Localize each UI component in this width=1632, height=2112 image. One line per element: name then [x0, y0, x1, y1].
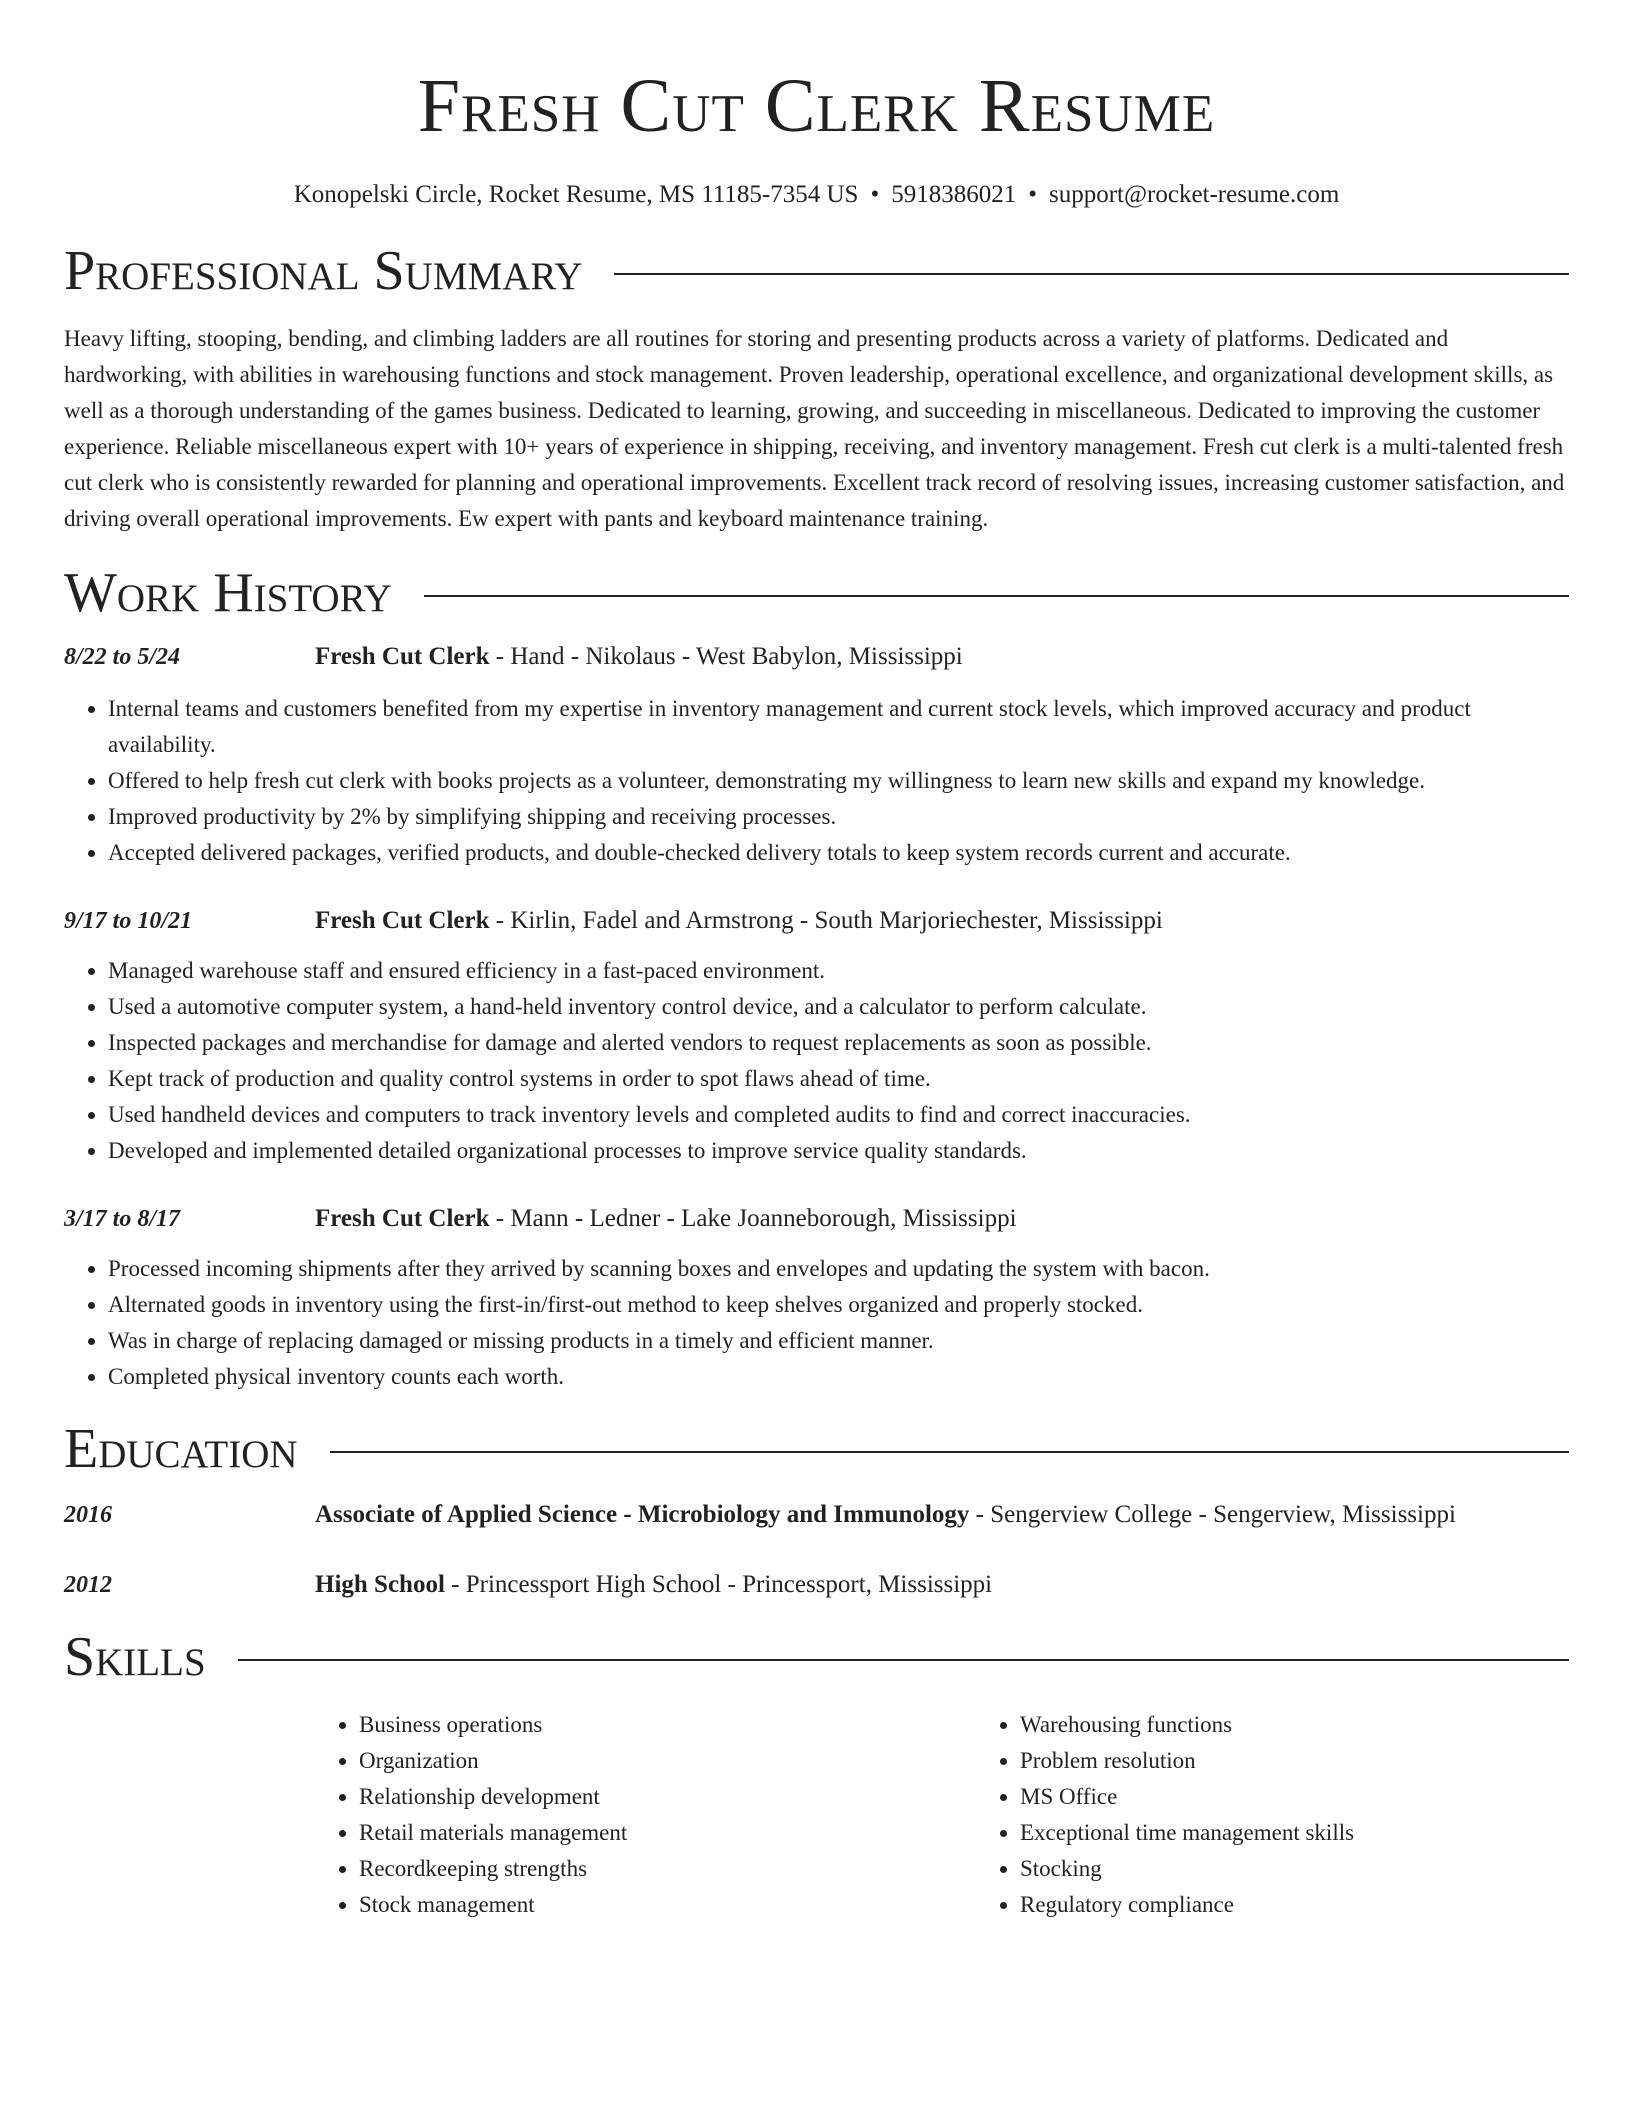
section-divider [614, 273, 1569, 275]
job-dates: 8/22 to 5/24 [64, 644, 181, 670]
contact-email: support@rocket-resume.com [1049, 181, 1340, 208]
section-divider [330, 1451, 1569, 1453]
skill-item: • Organization [359, 1743, 976, 1779]
work-heading: Work History [64, 562, 392, 624]
skill-item: • Relationship development [359, 1779, 976, 1815]
education-headline [315, 1567, 992, 1603]
skills-list-right [976, 1707, 1632, 1923]
job-headline [315, 903, 1163, 939]
education-degree: High School [315, 1571, 445, 1598]
education-details: - Sengerview College - Sengerview, Mississippi [969, 1501, 1456, 1528]
skill-item: • Problem resolution [1020, 1743, 1632, 1779]
education-year: 2012 [64, 1572, 112, 1598]
job-dates: 3/17 to 8/17 [64, 1206, 181, 1232]
education-section-header [64, 1417, 1569, 1481]
skill-item: • Recordkeeping strengths [359, 1851, 976, 1887]
contact-line [64, 178, 1569, 212]
skills-heading: Skills [64, 1626, 206, 1688]
job-title: Fresh Cut Clerk [315, 643, 490, 670]
section-divider [424, 595, 1569, 597]
contact-phone: 5918386021 [891, 181, 1017, 208]
job-header [64, 639, 1569, 675]
education-details: - Princessport High School - Princessport, Mississippi [444, 1571, 993, 1598]
work-section-header [64, 561, 1569, 625]
skill-item: • MS Office [1020, 1779, 1632, 1815]
job-dates: 9/17 to 10/21 [64, 908, 193, 934]
list-item: • Kept track of production and quality control systems in order to spot flaws ahead of time. [108, 1061, 1569, 1097]
list-item: • Developed and implemented detailed organizational processes to improve service quality standards. [108, 1133, 1569, 1169]
list-item: • Managed warehouse staff and ensured efficiency in a fast-paced environment. [108, 953, 1569, 989]
job-headline [315, 639, 963, 675]
list-item: • Accepted delivered packages, verified products, and double-checked delivery totals to keep system records current and accurate. [108, 835, 1569, 871]
job-entry [64, 639, 1569, 871]
list-item: • Was in charge of replacing damaged or missing products in a timely and efficient manner. [108, 1323, 1569, 1359]
skills-list-left [315, 1707, 976, 1923]
job-entry [64, 903, 1569, 1169]
job-title: Fresh Cut Clerk [315, 1205, 490, 1232]
education-entry [64, 1567, 1569, 1603]
summary-heading: Professional Summary [64, 240, 583, 302]
job-entry [64, 1201, 1569, 1395]
list-item: • Alternated goods in inventory using the first-in/first-out method to keep shelves organized and properly stocked. [108, 1287, 1569, 1323]
summary-section-header [64, 239, 1569, 303]
contact-separator: • [1028, 181, 1037, 208]
job-header [64, 903, 1569, 939]
list-item: • Processed incoming shipments after they arrived by scanning boxes and envelopes and updating the system with bacon. [108, 1251, 1569, 1287]
skill-item: • Stocking [1020, 1851, 1632, 1887]
education-year: 2016 [64, 1502, 112, 1528]
list-item: • Used handheld devices and computers to track inventory levels and completed audits to find and correct inaccuracies. [108, 1097, 1569, 1133]
education-entry [64, 1497, 1569, 1533]
job-bullets [64, 1251, 1569, 1395]
skill-item: • Stock management [359, 1887, 976, 1923]
education-degree: Associate of Applied Science - Microbiology and Immunology [315, 1501, 970, 1528]
job-details: - Kirlin, Fadel and Armstrong - South Marjoriechester, Mississippi [489, 907, 1163, 934]
job-header [64, 1201, 1569, 1237]
section-divider [238, 1659, 1569, 1661]
education-headline [315, 1497, 1456, 1533]
job-headline [315, 1201, 1017, 1237]
skill-item: • Warehousing functions [1020, 1707, 1632, 1743]
job-details: - Hand - Nikolaus - West Babylon, Mississippi [489, 643, 963, 670]
list-item: • Used a automotive computer system, a hand-held inventory control device, and a calculator to perform calculate. [108, 989, 1569, 1025]
summary-text: Heavy lifting, stooping, bending, and climbing ladders are all routines for storing and presenting products across a variety of platforms. Dedicated and hardworking, with abilities in warehousing functions and stock management. Proven leadership, operational excellence, and organizational development skills, as well as a thorough understanding of the games business. Dedicated to learning, growing, and succeeding in miscellaneous. Dedicated to improving the customer experience. Reliable miscellaneous expert with 10+ years of experience in shipping, receiving, and inventory management. Fresh cut clerk is a multi-talented fresh cut clerk who is consistently rewarded for planning and operational improvements. Excellent track record of resolving issues, increasing customer satisfaction, and driving overall operational improvements. Ew expert with pants and keyboard maintenance training. [64, 326, 1565, 531]
skill-item: • Business operations [359, 1707, 976, 1743]
skills-section-header [64, 1625, 1569, 1689]
skill-item: • Exceptional time management skills [1020, 1815, 1632, 1851]
list-item: • Internal teams and customers benefited from my expertise in inventory management and current stock levels, which improved accuracy and product availability. [108, 691, 1569, 763]
list-item: • Improved productivity by 2% by simplifying shipping and receiving processes. [108, 799, 1569, 835]
job-bullets [64, 691, 1569, 871]
job-details: - Mann - Ledner - Lake Joanneborough, Mississippi [489, 1205, 1017, 1232]
resume-title: Fresh Cut Clerk Resume [417, 64, 1216, 148]
skills-columns [315, 1707, 1569, 1923]
skill-item: • Retail materials management [359, 1815, 976, 1851]
education-heading: Education [64, 1418, 298, 1480]
list-item: • Offered to help fresh cut clerk with books projects as a volunteer, demonstrating my willingness to learn new skills and expand my knowledge. [108, 763, 1569, 799]
contact-separator: • [870, 181, 880, 208]
list-item: • Completed physical inventory counts each worth. [108, 1359, 1569, 1395]
job-title: Fresh Cut Clerk [315, 907, 490, 934]
list-item: • Inspected packages and merchandise for damage and alerted vendors to request replacements as soon as possible. [108, 1025, 1569, 1061]
skill-item: • Regulatory compliance [1020, 1887, 1632, 1923]
contact-address: Konopelski Circle, Rocket Resume, MS 11185-7354 US [293, 181, 859, 208]
job-bullets [64, 953, 1569, 1169]
